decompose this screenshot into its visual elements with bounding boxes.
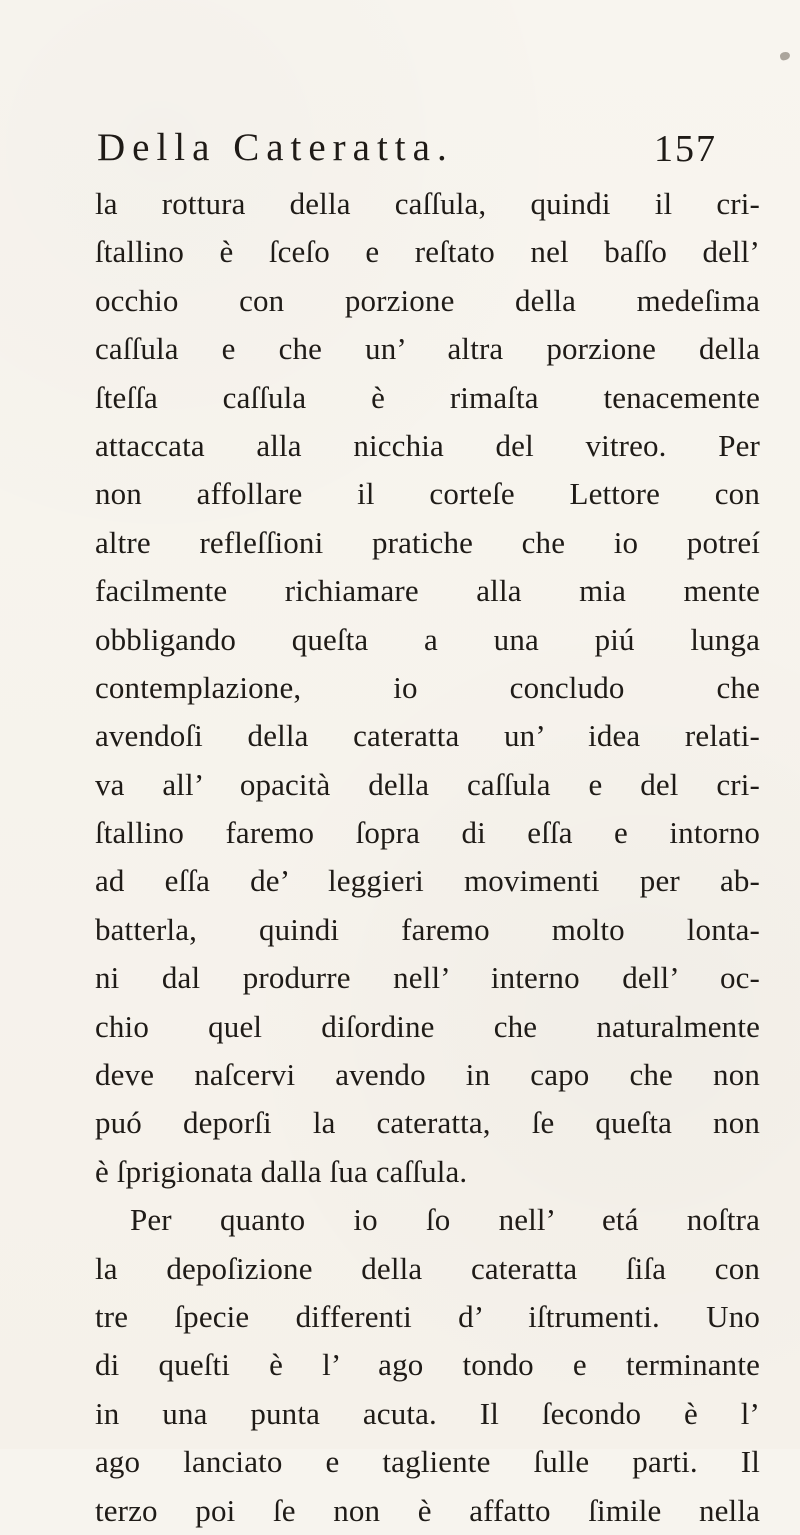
text-line: ni dal produrre nell’ interno dell’ oc- bbox=[95, 960, 760, 996]
text-line: ſtallino è ſceſo e reſtato nel baſſo dell’ bbox=[95, 234, 760, 270]
page-header bbox=[97, 128, 737, 176]
text-line: la rottura della caſſula, quindi il cri- bbox=[95, 186, 760, 221]
text-line: puó deporſi la cateratta, ſe queſta non bbox=[95, 1105, 760, 1141]
text-line: ad eſſa de’ leggieri movimenti per ab- bbox=[95, 863, 760, 899]
text-line: altre refleſſioni pratiche che io potreí bbox=[95, 524, 760, 560]
text-line: la depoſizione della cateratta ſiſa con bbox=[95, 1250, 760, 1286]
text-line: batterla, quindi faremo molto lonta- bbox=[95, 911, 760, 947]
text-line: contemplazione, io concludo che bbox=[95, 669, 760, 705]
page-number: 157 bbox=[654, 128, 717, 170]
paper-speck bbox=[779, 51, 791, 62]
text-line: tre ſpecie differenti d’ iſtrumenti. Uno bbox=[95, 1298, 760, 1334]
text-line: chio quel diſordine che naturalmente bbox=[95, 1008, 760, 1044]
text-line: va all’ opacità della caſſula e del cri- bbox=[95, 766, 760, 802]
text-line: terzo poi ſe non è affatto ſimile nella bbox=[95, 1492, 760, 1528]
page-body-text bbox=[95, 180, 760, 1535]
text-line: attaccata alla nicchia del vitreo. Per bbox=[95, 427, 760, 463]
text-line: avendoſi della cateratta un’ idea relati- bbox=[95, 718, 760, 754]
text-line: occhio con porzione della medeſima bbox=[95, 282, 760, 318]
running-head: Della Cateratta. bbox=[97, 126, 454, 169]
text-line: di queſti è l’ ago tondo e terminante bbox=[95, 1347, 760, 1383]
text-line: facilmente richiamare alla mia mente bbox=[95, 573, 760, 609]
text-line: ſteſſa caſſula è rimaſta tenacemente bbox=[95, 379, 760, 415]
paragraph-end-line: è ſprigionata dalla ſua caſſula. bbox=[95, 1153, 468, 1189]
text-line: deve naſcervi avendo in capo che non bbox=[95, 1057, 760, 1093]
text-line: ago lanciato e tagliente ſulle parti. Il bbox=[95, 1444, 760, 1480]
text-line: caſſula e che un’ altra porzione della bbox=[95, 331, 760, 367]
text-line: non affollare il corteſe Lettore con bbox=[95, 476, 760, 512]
text-line: ſtallino faremo ſopra di eſſa e intorno bbox=[95, 815, 760, 851]
text-line: obbligando queſta a una piú lunga bbox=[95, 621, 760, 657]
text-line: in una punta acuta. Il ſecondo è l’ bbox=[95, 1395, 760, 1431]
paragraph-start-line: Per quanto io ſo nell’ etá noſtra bbox=[130, 1202, 760, 1238]
